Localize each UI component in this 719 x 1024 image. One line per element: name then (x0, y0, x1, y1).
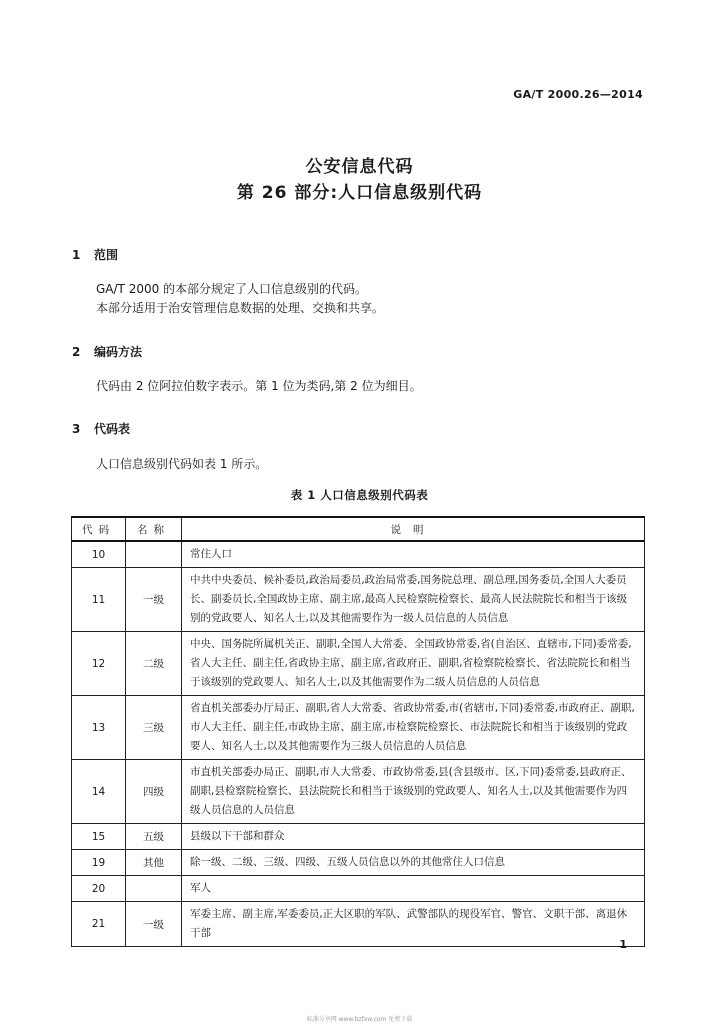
row-code: 12 (72, 632, 126, 696)
header-name: 名称 (126, 517, 182, 541)
header-code: 代码 (72, 517, 126, 541)
section-2-para-1: 代码由 2 位阿拉伯数字表示。第 1 位为类码,第 2 位为细目。 (96, 379, 422, 393)
table-row (72, 876, 645, 902)
section-1-para-2: 本部分适用于治安管理信息数据的处理、交换和共享。 (96, 301, 385, 315)
level-code-table (71, 516, 645, 947)
section-1-para-1: GA/T 2000 的本部分规定了人口信息级别的代码。 (96, 282, 368, 296)
header-description: 说明 (182, 517, 645, 541)
row-code: 14 (72, 760, 126, 824)
section-1-heading (72, 246, 118, 263)
row-description: 中央、国务院所属机关正、副职,全国人大常委、全国政协常委,省(自治区、直辖市,下同)委常委,省人大主任、副主任,省政协主席、副主席,省政府正、副职,省检察院检察长、省法院院长和相当于该级别的党政要人、知名人士,以及其他需要作为二级人员信息的人员信息 (182, 632, 645, 696)
row-name: 一级 (126, 568, 182, 632)
document-title: 公安信息代码 (305, 157, 414, 177)
row-description: 除一级、二级、三级、四级、五级人员信息以外的其他常住人口信息 (182, 850, 645, 876)
section-number: 2 (72, 345, 81, 359)
row-name (126, 876, 182, 902)
row-description: 市直机关部委办局正、副职,市人大常委、市政协常委,县(含县级市、区,下同)委常委,县政府正、副职,县检察院检察长、县法院院长和相当于该级别的党政要人、知名人士,以及其他需要作为四级人员信息的人员信息 (182, 760, 645, 824)
table-row (72, 850, 645, 876)
section-3-heading (72, 420, 130, 437)
table-header-row (72, 517, 645, 541)
row-code: 13 (72, 696, 126, 760)
row-description: 中共中央委员、候补委员,政治局委员,政治局常委,国务院总理、副总理,国务委员,全国人大委员长、副委员长,全国政协主席、副主席,最高人民检察院检察长、最高人民法院院长和相当于该级别的党政要人、知名人士,以及其他需要作为一级人员信息的人员信息 (182, 568, 645, 632)
row-code: 15 (72, 824, 126, 850)
row-description: 省直机关部委办厅局正、副职,省人大常委、省政协常委,市(省辖市,下同)委常委,市政府正、副职,市人大主任、副主任,市政协主席、副主席,市检察院检察长、市法院院长和相当于该级别的党政要人、知名人士,以及其他需要作为三级人员信息的人员信息 (182, 696, 645, 760)
standard-code: GA/T 2000.26—2014 (513, 88, 643, 101)
table-row (72, 568, 645, 632)
row-description: 军委主席、副主席,军委委员,正大区职的军队、武警部队的现役军官、警官、文职干部、离退休干部 (182, 902, 645, 947)
page-number: 1 (619, 938, 627, 951)
section-title: 范围 (94, 248, 119, 262)
section-title: 编码方法 (94, 345, 143, 359)
row-name: 五级 (126, 824, 182, 850)
row-code: 10 (72, 541, 126, 568)
document-subtitle: 第 26 部分:人口信息级别代码 (236, 183, 483, 203)
row-name: 其他 (126, 850, 182, 876)
section-number: 1 (72, 248, 81, 262)
table-row (72, 696, 645, 760)
row-code: 19 (72, 850, 126, 876)
row-code: 20 (72, 876, 126, 902)
row-description: 军人 (182, 876, 645, 902)
section-number: 3 (72, 422, 81, 436)
row-code: 11 (72, 568, 126, 632)
table-row (72, 760, 645, 824)
watermark-text: 标准分享网 www.bzfxw.com 免费下载 (306, 1016, 413, 1023)
row-name: 二级 (126, 632, 182, 696)
row-description: 县级以下干部和群众 (182, 824, 645, 850)
row-name (126, 541, 182, 568)
row-code: 21 (72, 902, 126, 947)
table-row (72, 902, 645, 947)
row-name: 一级 (126, 902, 182, 947)
table-row (72, 824, 645, 850)
row-description: 常住人口 (182, 541, 645, 568)
row-name: 三级 (126, 696, 182, 760)
row-name: 四级 (126, 760, 182, 824)
table-row (72, 632, 645, 696)
table-caption: 表 1 人口信息级别代码表 (290, 488, 429, 502)
section-2-heading (72, 343, 142, 360)
section-title: 代码表 (94, 422, 131, 436)
section-3-para-1: 人口信息级别代码如表 1 所示。 (96, 457, 268, 471)
table-row (72, 541, 645, 568)
